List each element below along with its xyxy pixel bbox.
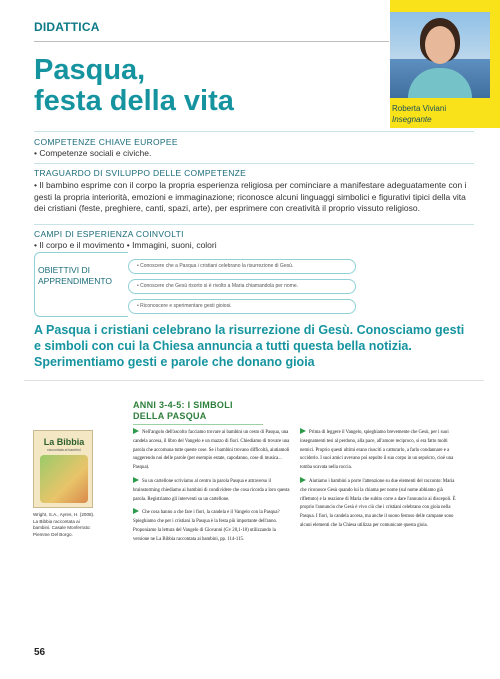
activity-title [133,400,233,422]
competenze-heading: COMPETENZE CHIAVE EUROPEE [34,137,178,147]
objective-item: • Conoscere che a Pasqua i cristiani celebrano la risurrezione di Gesù. [128,259,356,274]
activity-title-line2: DELLA PASQUA [133,411,207,421]
author-role: Insegnante [392,115,432,124]
page-number: 56 [34,647,46,658]
intro-text: A Pasqua i cristiani celebrano la risurrezione di Gesù. Conosciamo gesti e simboli con cui la Chiesa annuncia a tutti questa bella notizia. Sperimentiamo gesti e parole che donano gioia [34,323,465,369]
section-divider [24,380,484,381]
competenze-text: • Competenze sociali e civiche. [34,148,152,158]
page-title-line1: Pasqua, [34,54,146,86]
author-name: Roberta Viviani [392,104,447,113]
activity-title-rule [133,424,263,425]
objectives-label-line1: OBIETTIVI DI [38,265,90,275]
paragraph: Che cosa hanno a che fare i fiori, la candela e il Vangelo con la Pasqua? Spieghiamo che per i cristiani la Pasqua è la festa più importante dell'anno. Proponiamo la lettura del Vangelo di Giovanni (Gv 20,1-18) utilizzando la versione ne La Bibbia raccontata ai bambini, pp. 114-115. [133,510,280,542]
objective-item: • Conoscere che Gesù risorto si è rivolto a Maria chiamandola per nome. [128,279,356,294]
paragraph: Su un cartellone scriviamo al centro la parola Pasqua e attraverso il brainstorming chiediamo ai bambini di condividere che cosa ricorda a loro questa parola. Registriamo gli interventi su un cartellone. [133,478,290,502]
objectives-label [38,265,128,301]
traguardo-heading: TRAGUARDO DI SVILUPPO DELLE COMPETENZE [34,168,247,178]
arrow-bullet-icon [300,477,306,483]
book-cover [33,430,93,508]
traguardo-text: • Il bambino esprime con il corpo la propria esperienza religiosa per cominciare a manifestare adeguatamente con i gesti la propria interiorità, emozioni e immaginazione; riconosce alcuni linguaggi simbolici e figurativi tipici della vita dei cristiani (feste, preghiere, canti, spazi, arte), per esprimere con creatività il proprio vissuto religioso. [34,180,467,213]
column-right [300,428,460,535]
arrow-bullet-icon [300,428,306,434]
divider [34,163,474,164]
paragraph: Nell'angolo dell'ascolto facciamo trovare ai bambini un cesto di Pasqua, una candela accesa, il libro del Vangelo e un mazzo di fiori. Chiediamo di trovare una parola che accomuna tutte queste cose. Se i bambini trovano difficoltà, aiutiamoli suggerendo noi delle parole (per esempio estate, capodanno, cose di musica... Pasqua). [133,430,290,471]
arrow-bullet-icon [133,508,139,514]
paragraph: Aiutiamo i bambini a porre l'attenzione su due elementi del racconto: Maria che riconosce Gesù quando lui la chiama per nome (sul nome abbiamo già riflettuto) e la reazione di Maria che subito corre a dare l'annuncio ai discepoli. È proprio l'annuncio che Gesù è vivo ciò che i cristiani celebrano con gioia nella Pasqua. I fiori, la candela accesa, ma anche il suono festoso delle campane sono alcuni elementi che la Chiesa utilizza per comunicare questa gioia. [300,478,456,528]
page-title-line2: festa della vita [34,85,234,117]
header-rule [34,41,389,42]
page-title [34,55,234,117]
author-photo [390,12,490,98]
activity-title-line1: ANNI 3-4-5: I SIMBOLI [133,400,233,410]
column-left [133,428,293,549]
divider [34,224,474,225]
objective-item: • Riconoscere e sperimentare gesti gioiosi. [128,299,356,314]
section-tag: DIDATTICA [34,20,100,34]
paragraph: Prima di leggere il Vangelo, spieghiamo brevemente che Gesù, per i suoi insegnamenti tesi al perdono, alla pace, all'amore reciproco, si era fatto molti nemici. Proprio questi ultimi erano riusciti a catturarlo, a farlo condannare e a ucciderlo. I suoi amici avevano poi sepolto il suo corpo in un sepolcro, cioè una tomba scavata nella roccia. [300,430,454,471]
campi-heading: CAMPI DI ESPERIENZA COINVOLTI [34,229,184,239]
objectives-label-line2: APPRENDIMENTO [38,276,112,286]
book-title: La Bibbia [43,437,85,447]
arrow-bullet-icon [133,428,139,434]
arrow-bullet-icon [133,477,139,483]
book-subtitle: raccontata ai bambini [47,448,81,452]
divider [34,131,474,132]
campi-text: • Il corpo e il movimento • Immagini, suoni, colori [34,240,217,250]
book-illustration [40,455,88,503]
book-caption: Wright, S.A., Ayres, H. (2008). La Bibbia raccontata ai bambini. Casale Monferrato: Piemme Del Borgo. [33,512,95,537]
